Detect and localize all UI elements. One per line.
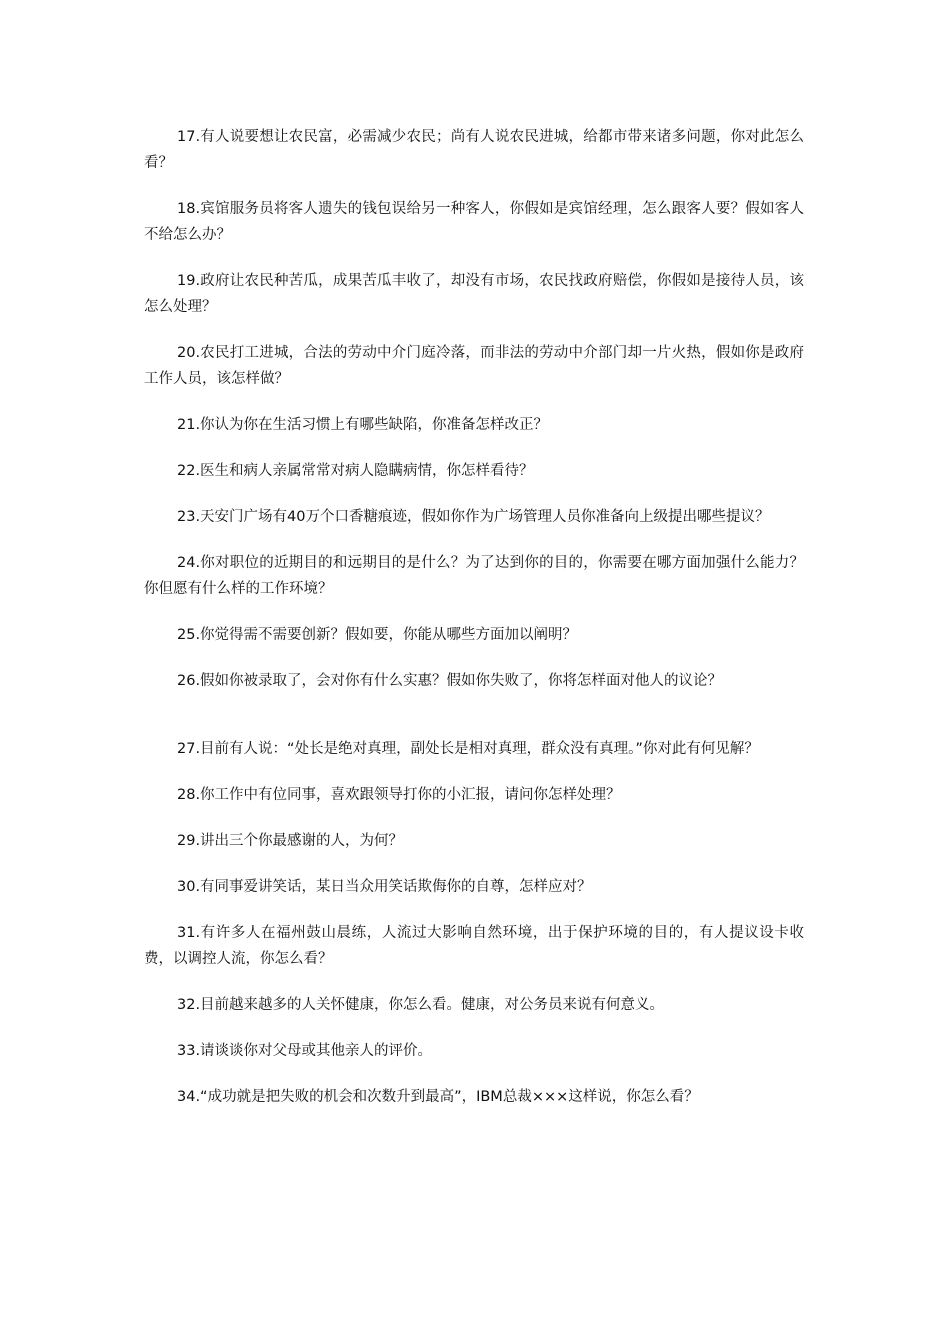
- question-28: 28.你工作中有位同事，喜欢跟领导打你的小汇报，请问你怎样处理？: [177, 787, 621, 803]
- question-21: 21.你认为你在生活习惯上有哪些缺陷，你准备怎样改正？: [177, 417, 549, 433]
- question-26: 26.假如你被录取了，会对你有什么实惠？假如你失败了，你将怎样面对他人的议论？: [177, 673, 723, 689]
- question-30: 30.有同事爱讲笑话，某日当众用笑话欺侮你的自尊，怎样应对？: [177, 879, 592, 895]
- question-29: 29.讲出三个你最感谢的人，为何？: [177, 833, 404, 849]
- question-17: 17.有人说要想让农民富，必需减少农民；尚有人说农民进城，给都市带来诸多问题，你对此怎么看？: [144, 129, 804, 171]
- question-20: 20.农民打工进城，合法的劳动中介门庭冷落，而非法的劳动中介部门却一片火热，假如你是政府工作人员，该怎样做？: [144, 345, 804, 387]
- question-34: 34.“成功就是把失败的机会和次数升到最高”，IBM总裁×××这样说，你怎么看？: [177, 1089, 699, 1105]
- question-32: 32.目前越来越多的人关怀健康，你怎么看。健康，对公务员来说有何意义。: [177, 997, 665, 1013]
- document-body: [144, 124, 804, 1130]
- question-25: 25.你觉得需不需要创新？假如要，你能从哪些方面加以阐明？: [177, 627, 578, 643]
- question-18: 18.宾馆服务员将客人遗失的钱包误给另一种客人，你假如是宾馆经理，怎么跟客人要？假如客人不给怎么办？: [144, 201, 804, 243]
- question-27: 27.目前有人说：“处长是绝对真理，副处长是相对真理，群众没有真理。”你对此有何见解？: [177, 741, 759, 757]
- question-24: 24.你对职位的近期目的和远期目的是什么？为了达到你的目的，你需要在哪方面加强什么能力？你但愿有什么样的工作环境？: [144, 555, 804, 597]
- question-19: 19.政府让农民种苦瓜，成果苦瓜丰收了，却没有市场，农民找政府赔偿，你假如是接待人员，该怎么处理？: [144, 273, 804, 315]
- question-31: 31.有许多人在福州鼓山晨练，人流过大影响自然环境，出于保护环境的目的，有人提议设卡收费，以调控人流，你怎么看？: [144, 925, 804, 967]
- question-22: 22.医生和病人亲属常常对病人隐瞒病情，你怎样看待？: [177, 463, 534, 479]
- question-23: 23.天安门广场有40万个口香糖痕迹，假如你作为广场管理人员你准备向上级提出哪些提议？: [177, 509, 770, 525]
- question-33: 33.请谈谈你对父母或其他亲人的评价。: [177, 1043, 433, 1059]
